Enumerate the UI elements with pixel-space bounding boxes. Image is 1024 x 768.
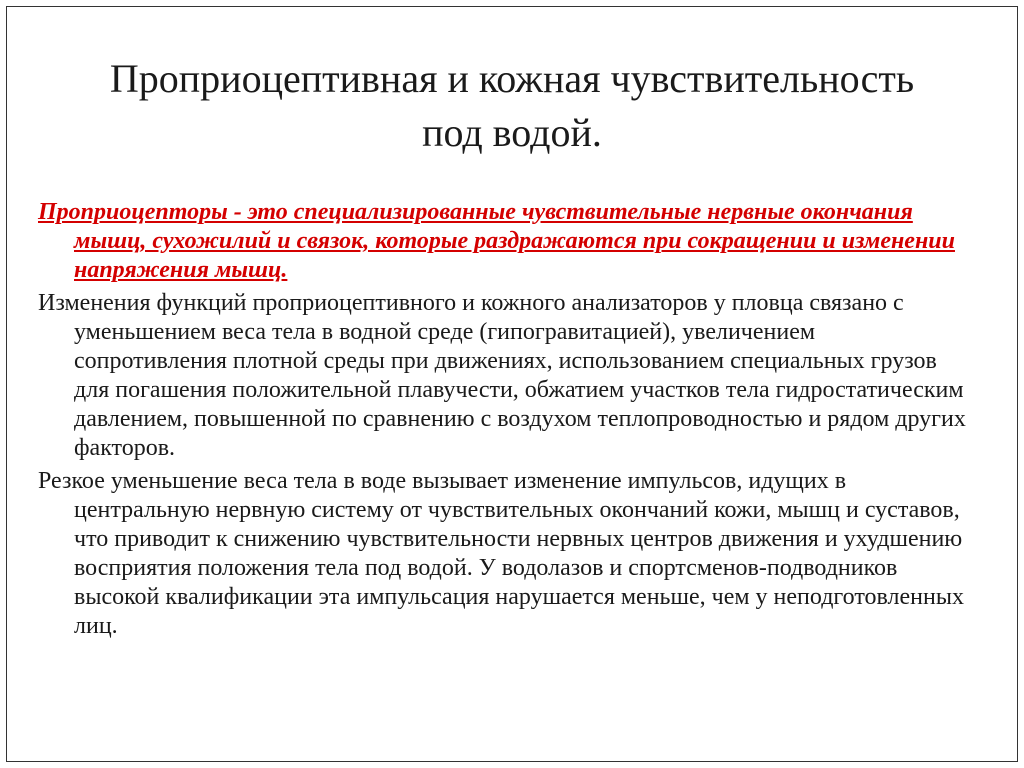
body-paragraph-1: Изменения функций проприоцептивного и кожного анализаторов у пловца связано с уменьшением веса тела в водной среде (гипогравитацией), увеличением сопротивления плотной среды при движениях, использованием специальных грузов для погашения положительной плавучести, обжатием участков тела гидростатическим давлением, повышенной по сравнению с воздухом теплопроводностью и рядом других факторов. xyxy=(38,290,966,461)
slide-content xyxy=(38,198,966,645)
slide-title-line1: Проприоцептивная и кожная чувствительность xyxy=(109,56,915,101)
slide-title xyxy=(40,52,984,160)
definition-paragraph: Проприоцепторы - это специализированные чувствительные нервные окончания мышц, сухожилий и связок, которые раздражаются при сокращении и изменении напряжения мышц. xyxy=(38,199,955,283)
body-paragraph-2: Резкое уменьшение веса тела в воде вызывает изменение импульсов, идущих в центральную нервную систему от чувствительных окончаний кожи, мышц и суставов, что приводит к снижению чувствительности нервных центров движения и ухудшению восприятия положения тела под водой. У водолазов и спортсменов-подводников высокой квалификации эта импульсация нарушается меньше, чем у неподготовленных лиц. xyxy=(38,468,964,639)
slide-title-line2: под водой. xyxy=(422,110,602,155)
